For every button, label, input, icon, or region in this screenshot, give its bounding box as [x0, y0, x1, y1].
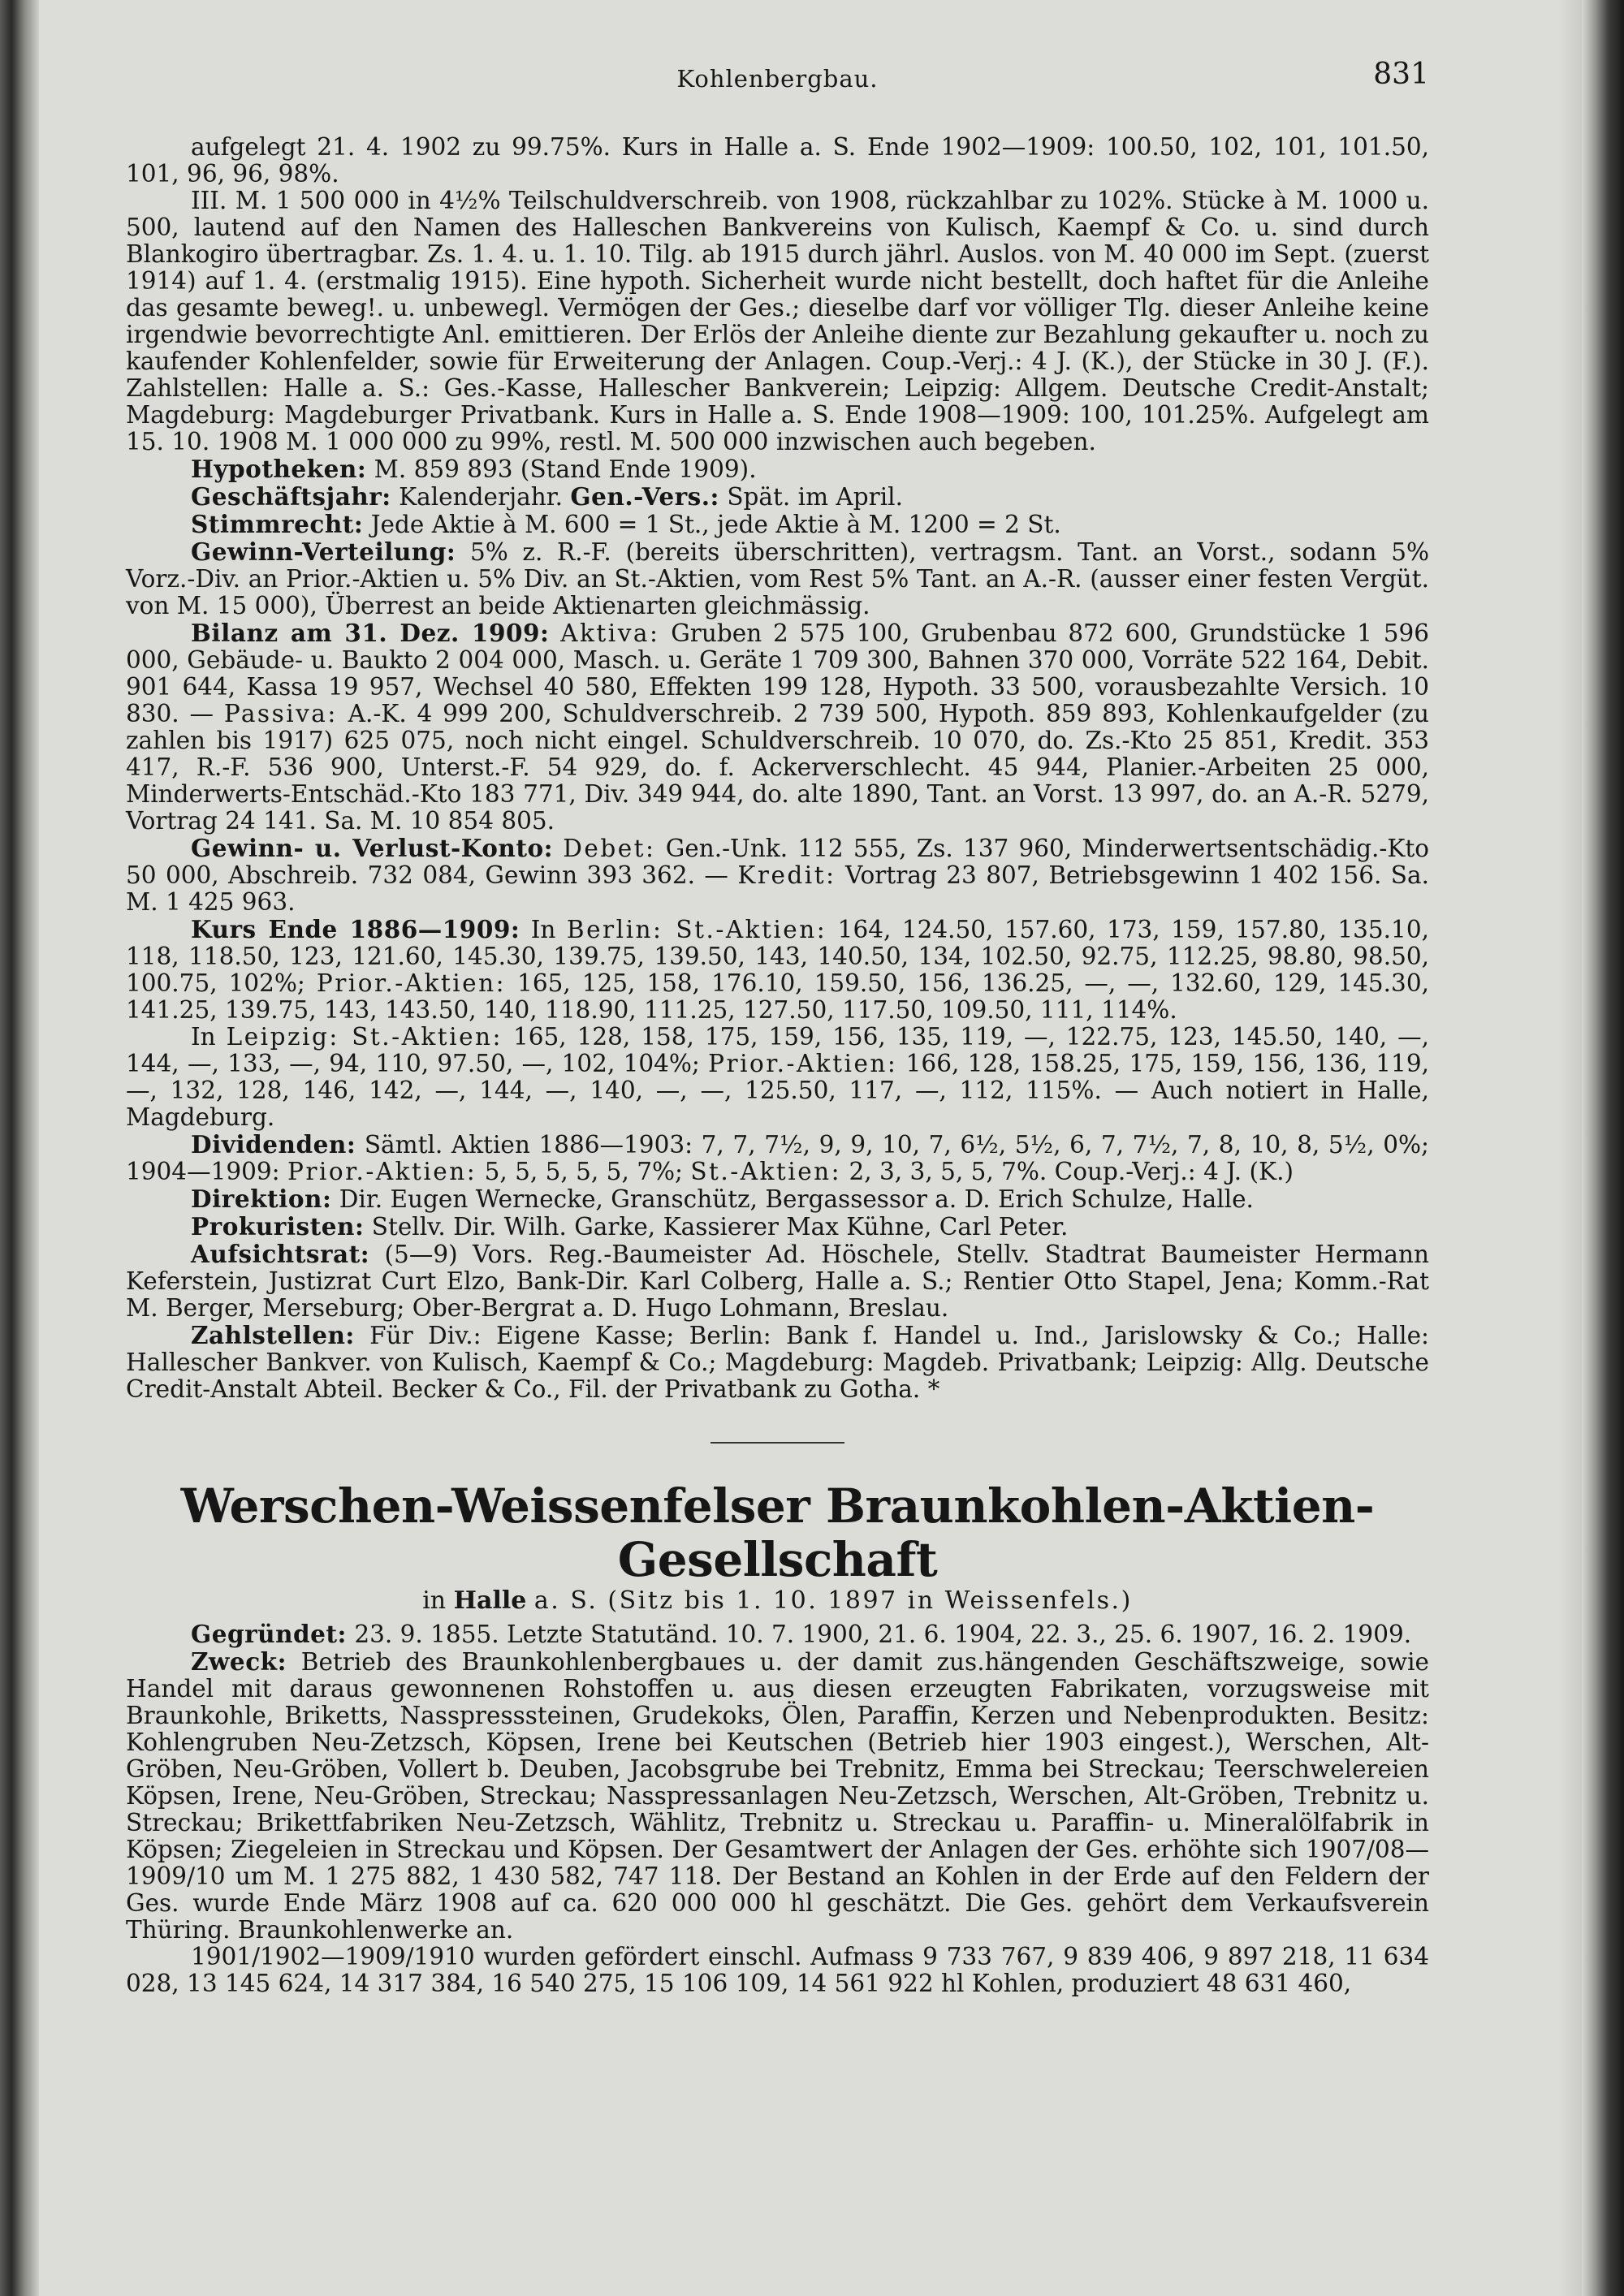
kurs-berlin-pre: In — [530, 916, 556, 943]
dividenden-text-3: 2, 3, 3, 5, 5, 7%. Coup.-Verj.: 4 J. (K.) — [849, 1158, 1294, 1185]
gegruendet-label: Gegründet: — [191, 1620, 347, 1648]
zahlstellen-text: Für Div.: Eigene Kasse; Berlin: Bank f. Handel u. Ind., Jarislowsky & Co.; Halle: Hallescher Bankver. von Kulisch, Kaempf & Co.; Magdeburg: Magdeb. Privatbank; Leipzig: Allg. Deutsche Credit-Anstalt Abteil. Becker & Co., Fil. der Privatbank zu Gotha. * — [126, 1322, 1429, 1403]
geschaeftsjahr-label: Geschäftsjahr: — [191, 482, 391, 511]
foerderung-paragraph: 1901/1902—1909/1910 wurden gefördert einschl. Aufmass 9 733 767, 9 839 406, 9 897 218, 11 634 028, 13 145 624, 14 317 384, 16 540 275, 15 106 109, 14 561 922 hl Kohlen, produziert 48 631 460, — [126, 1943, 1429, 1997]
bond-paragraph-3: III. M. 1 500 000 in 4½% Teilschuldverschreib. von 1908, rückzahlbar zu 102%. Stücke à M. 1000 u. 500, lautend auf den Namen des Halleschen Bankvereins von Kulisch, Kaempf & Co. u. sind durch Blankogiro übertragbar. Zs. 1. 4. u. 1. 10. Tilg. ab 1915 durch jährl. Auslos. von M. 40 000 im Sept. (zuerst 1914) auf 1. 4. (erstmalig 1915). Eine hypoth. Sicherheit wurde nicht bestellt, doch haftet für die Anleihe das gesamte beweg!. u. unbewegl. Vermögen der Ges.; dieselbe darf vor völliger Tlg. dieser Anleihe keine irgendwie bevorrechtigte Anl. emittieren. Der Erlös der Anleihe diente zur Bezahlung gekaufter u. noch zu kaufender Kohlenfelder, sowie für Erweiterung der Anlagen. Coup.-Verj.: 4 J. (K.), der Stücke in 30 J. (F.). Zahlstellen: Halle a. S.: Ges.-Kasse, Hallescher Bankverein; Leipzig: Allgem. Deutsche Credit-Anstalt; Magdeburg: Magdeburger Privatbank. Kurs in Halle a. S. Ende 1908—1909: 100, 101.25%. Aufgelegt am 15. 10. 1908 M. 1 000 000 zu 99%, restl. M. 500 000 inzwischen auch begeben. — [126, 187, 1429, 455]
gewinn-verteilung-paragraph — [126, 538, 1429, 619]
genvers-label: Gen.-Vers.: — [570, 482, 719, 511]
kurs-berlin-prior-label: Prior.-Aktien: — [316, 969, 507, 997]
bond-paragraph-1: aufgelegt 21. 4. 1902 zu 99.75%. Kurs in Halle a. S. Ende 1902—1909: 100.50, 102, 101, 101.50, 101, 96, 96, 98%. — [126, 133, 1429, 188]
aufsichtsrat-text: (5—9) Vors. Reg.-Baumeister Ad. Höschele, Stellv. Stadtrat Baumeister Hermann Keferstein, Justizrat Curt Elzo, Bank-Dir. Karl Colberg, Halle a. S.; Rentier Otto Stapel, Jena; Komm.-Rat M. Berger, Merseburg; Ober-Bergrat a. D. Hugo Lohmann, Breslau. — [126, 1241, 1429, 1322]
section-divider — [710, 1442, 844, 1444]
prokuristen-paragraph — [126, 1213, 1429, 1241]
guv-debet-text: Gen.-Unk. 112 555, Zs. 137 960, Minderwertsentschädig.-Kto 50 000, Abschreib. 732 084, Gewinn 393 362. — — [126, 835, 1429, 889]
zweck-label: Zweck: — [191, 1647, 287, 1676]
direktion-paragraph — [126, 1185, 1429, 1213]
page-left-edge — [0, 0, 39, 2296]
kurs-leipzig-prior-label: Prior.-Aktien: — [708, 1050, 898, 1077]
guv-kredit-label: Kredit: — [737, 861, 836, 889]
guv-label: Gewinn- u. Verlust-Konto: — [191, 834, 554, 862]
company-city: Halle — [453, 1586, 527, 1615]
bilanz-passiva-label: Passiva: — [223, 700, 338, 727]
hypotheken-label: Hypotheken: — [191, 455, 367, 483]
kurs-berlin-paragraph — [126, 916, 1429, 1024]
kurs-leipzig-pre: In — [191, 1023, 216, 1051]
bilanz-aktiva-text: Gruben 2 575 100, Grubenbau 872 600, Grundstücke 1 596 000, Gebäude- u. Baukto 2 004 000, Masch. u. Geräte 1 709 300, Bahnen 370 000, Vorräte 522 164, Debit. 901 644, Kassa 19 957, Wechsel 40 580, Effekten 199 128, Hypoth. 33 500, vorausbezahlte Versich. 10 830. — — [126, 619, 1429, 727]
gegruendet-paragraph — [126, 1621, 1429, 1648]
stimmrecht-label: Stimmrecht: — [191, 510, 364, 538]
dividenden-st-label: St.-Aktien: — [690, 1158, 842, 1185]
dividenden-prior-label: Prior.-Aktien: — [287, 1158, 477, 1185]
aufsichtsrat-label: Aufsichtsrat: — [191, 1240, 370, 1268]
company-title: Werschen-Weissenfelser Braunkohlen-Aktien-Gesellschaft — [180, 1478, 1375, 1587]
zweck-text: Betrieb des Braunkohlenbergbaues u. der damit zus.hängenden Geschäftszweige, sowie Handel mit daraus gewonnenen Rohstoffen u. aus diesen erzeugten Fabrikaten, vorzugsweise mit Braunkohle, Briketts, Nasspresssteinen, Grudekoks, Ölen, Paraffin, Kerzen und Nebenprodukten. Besitz: Kohlengruben Neu-Zetzsch, Köpsen, Irene bei Keutschen (Betrieb hier 1903 eingest.), Werschen, Alt-Gröben, Neu-Gröben, Vollert b. Deuben, Jacobsgrube bei Trebnitz, Emma bei Streckau; Teerschwelereien Köpsen, Irene, Neu-Gröben, Streckau; Nasspressanlagen Neu-Zetzsch, Werschen, Alt-Gröben, Trebnitz u. Streckau; Brikettfabriken Neu-Zetzsch, Wählitz, Trebnitz u. Streckau u. Paraffin- u. Mineralölfabrik in Köpsen; Ziegeleien in Streckau und Köpsen. Der Gesamtwert der Anlagen der Ges. erhöhte sich 1907/08—1909/10 um M. 1 275 882, 1 430 582, 747 118. Der Bestand an Kohlen in der Erde auf den Feldern der Ges. wurde Ende März 1908 auf ca. 620 000 000 hl geschätzt. Die Ges. gehört dem Verkaufsverein Thüring. Braunkohlenwerke an. — [126, 1648, 1429, 1944]
page-right-shadow — [1557, 0, 1582, 2296]
bilanz-paragraph — [126, 619, 1429, 835]
kurs-leipzig-paragraph — [126, 1024, 1429, 1131]
direktion-text: Dir. Eugen Wernecke, Granschütz, Bergassessor a. D. Erich Schulze, Halle. — [339, 1185, 1254, 1213]
dividenden-text-1: Sämtl. Aktien 1886—1903: 7, 7, 7½, 9, 9, 10, 7, 6½, 5½, 6, 7, 7½, 7, 8, 10, 8, 5½, 0%; 1904—1909: — [126, 1131, 1429, 1185]
dividenden-text-2: 5, 5, 5, 5, 5, 7%; — [484, 1158, 683, 1185]
kurs-leipzig-label: Leipzig: St.-Aktien: — [226, 1023, 503, 1051]
company-sub-pre: in — [422, 1586, 447, 1615]
dividenden-paragraph — [126, 1131, 1429, 1185]
zahlstellen-paragraph — [126, 1322, 1429, 1403]
gewinn-verteilung-text: 5% z. R.-F. (bereits überschritten), vertragsm. Tant. an Vorst., sodann 5% Vorz.-Div. an Prior.-Aktien u. 5% Div. an St.-Aktien, vom Rest 5% Tant. an A.-R. (ausser einer festen Vergüt. von M. 15 000), Überrest an beide Aktienarten gleichmässig. — [126, 538, 1429, 619]
stimmrecht-text: Jede Aktie à M. 600 = 1 St., jede Aktie à M. 1200 = 2 St. — [370, 511, 1061, 538]
prokuristen-label: Prokuristen: — [191, 1212, 365, 1241]
bilanz-passiva-text: A.-K. 4 999 200, Schuldverschreib. 2 739 500, Hypoth. 859 893, Kohlenkaufgelder (zu zahlen bis 1917) 625 075, noch nicht eingel. Schuldverschreib. 10 070, do. Zs.-Kto 25 851, Kredit. 353 417, R.-F. 536 900, Unterst.-F. 54 929, do. f. Ackerverschlecht. 45 944, Planier.-Arbeiten 25 000, Minderwerts-Entschäd.-Kto 183 771, Div. 349 944, do. alte 1890, Tant. an Vorst. 13 997, do. an A.-R. 5279, Vortrag 24 141. Sa. M. 10 854 805. — [126, 700, 1429, 835]
page-right-edge — [1582, 0, 1624, 2296]
gewinn-verteilung-label: Gewinn-Verteilung: — [191, 537, 456, 566]
geschaeftsjahr-text: Kalenderjahr. — [399, 483, 564, 511]
prokuristen-text: Stellv. Dir. Wilh. Garke, Kassierer Max Kühne, Carl Peter. — [371, 1213, 1069, 1241]
page-number: 831 — [1373, 58, 1429, 91]
guv-kredit-text: Vortrag 23 807, Betriebsgewinn 1 402 156. Sa. M. 1 425 963. — [126, 861, 1429, 916]
bilanz-label: Bilanz am 31. Dez. 1909: — [191, 619, 550, 647]
zahlstellen-label: Zahlstellen: — [191, 1321, 355, 1349]
company-sub-post: a. S. (Sitz bis 1. 10. 1897 in Weissenfels.) — [533, 1586, 1133, 1615]
kurs-berlin-prior-text: 165, 125, 158, 176.10, 159.50, 156, 136.25, —, —, 132.60, 129, 145.30, 141.25, 139.75, 143, 143.50, 140, 118.90, 111.25, 127.50, 117.50, 109.50, 111, 114%. — [126, 969, 1429, 1024]
document-page — [126, 58, 1429, 1997]
kurs-leipzig-prior-text: 166, 128, 158.25, 175, 159, 156, 136, 119, —, 132, 128, 146, 142, —, 144, —, 140, —, —, 125.50, 117, —, 112, 115%. — Auch notiert in Halle, Magdeburg. — [126, 1050, 1429, 1131]
dividenden-label: Dividenden: — [191, 1130, 356, 1159]
kurs-berlin-label: Berlin: St.-Aktien: — [566, 916, 827, 943]
stimmrecht-paragraph — [126, 511, 1429, 538]
hypotheken-paragraph — [126, 455, 1429, 483]
geschaeftsjahr-paragraph — [126, 483, 1429, 511]
gegruendet-text: 23. 9. 1855. Letzte Statutänd. 10. 7. 1900, 21. 6. 1904, 22. 3., 25. 6. 1907, 16. 2. 1909. — [354, 1621, 1412, 1648]
guv-paragraph — [126, 835, 1429, 916]
direktion-label: Direktion: — [191, 1185, 332, 1213]
kurs-label: Kurs Ende 1886—1909: — [191, 915, 520, 943]
running-head — [126, 58, 1429, 101]
genvers-text: Spät. im April. — [727, 483, 903, 511]
zweck-paragraph — [126, 1648, 1429, 1944]
bilanz-aktiva-label: Aktiva: — [560, 619, 660, 647]
kurs-leipzig-text: 165, 128, 158, 175, 159, 156, 135, 119, —, 122.75, 123, 145.50, 140, —, 144, —, 133, —, 94, 110, 97.50, —, 102, 104%; — [126, 1023, 1429, 1077]
company-subtitle — [126, 1586, 1429, 1616]
kurs-berlin-text: 164, 124.50, 157.60, 173, 159, 157.80, 135.10, 118, 118.50, 123, 121.60, 145.30, 139.75, 139.50, 143, 140.50, 134, 102.50, 92.75, 112.25, 98.80, 98.50, 100.75, 102%; — [126, 916, 1429, 997]
running-title: Kohlenbergbau. — [676, 65, 879, 93]
aufsichtsrat-paragraph — [126, 1241, 1429, 1322]
guv-debet-label: Debet: — [563, 835, 656, 862]
hypotheken-text: M. 859 893 (Stand Ende 1909). — [374, 455, 757, 483]
